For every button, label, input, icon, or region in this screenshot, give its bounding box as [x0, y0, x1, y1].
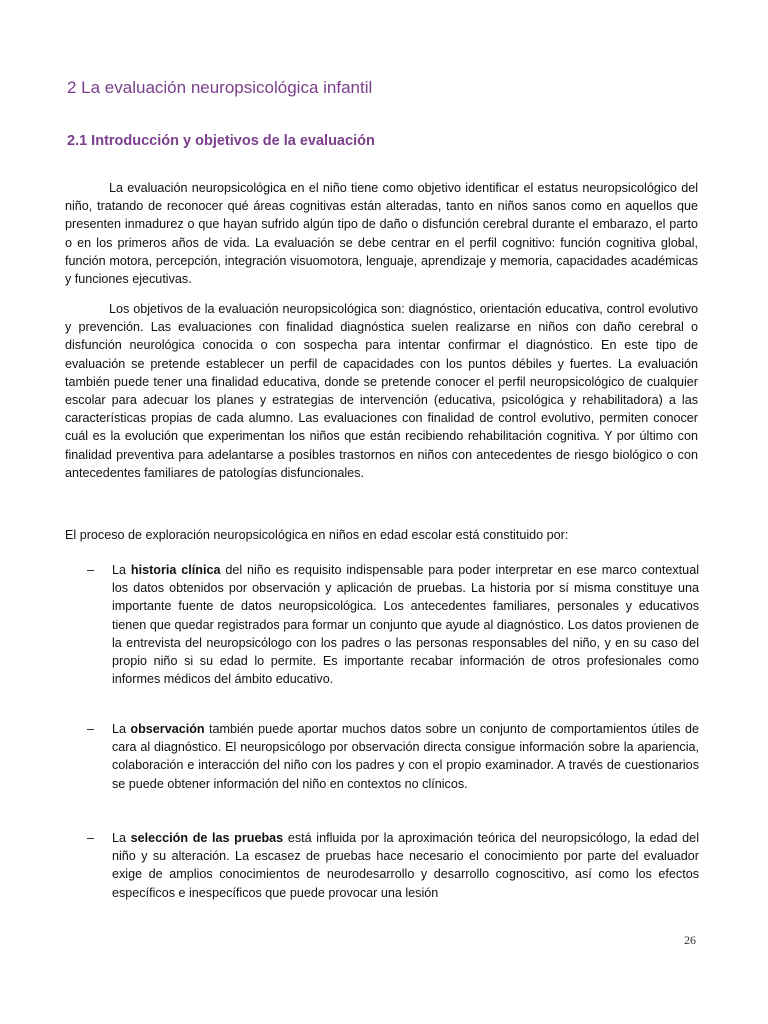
- list-dash: –: [87, 722, 95, 736]
- paragraph-process-intro: El proceso de exploración neuropsicológica en niños en edad escolar está constituido por:: [65, 528, 569, 542]
- list-item-lead: La: [112, 722, 131, 736]
- subsection-heading: 2.1 Introducción y objetivos de la evaluación: [67, 133, 375, 149]
- list-item-historia-clinica: [87, 561, 699, 688]
- list-item-bold-term: selección de las pruebas: [130, 831, 284, 845]
- section-heading: 2 La evaluación neuropsicológica infantil: [67, 78, 373, 97]
- page-number: 26: [684, 933, 696, 947]
- list-item-rest: está influida por la aproximación teórica del neuropsicólogo, la edad del niño y su alteración. La escasez de pruebas hace necesario el conocimiento por parte del evaluador exige de amplios conocimientos de neurodesarrollo y desarrollo cognoscitivo, así como los efectos específicos e inespecíficos que puede provocar una lesión: [112, 831, 699, 900]
- list-item-text: [112, 720, 699, 793]
- list-item-lead: La: [112, 563, 131, 577]
- list-item-text: [112, 561, 699, 688]
- list-item-observacion: [87, 720, 699, 793]
- list-item-bold-term: historia clínica: [130, 563, 221, 577]
- list-item-rest: también puede aportar muchos datos sobre un conjunto de comportamientos útiles de cara al diagnóstico. El neuropsicólogo por observación directa consigue información sobre la apariencia, colaboración e interacción del niño con los padres y con el propio examinador. A través de cuestionarios se puede obtener información del niño en contextos no clínicos.: [112, 722, 699, 791]
- paragraph-objectives: Los objetivos de la evaluación neuropsicológica son: diagnóstico, orientación educativa, control evolutivo y prevención. Las evaluaciones con finalidad diagnóstica suelen realizarse en niños con daño cerebral o disfunción neurológica conocida o con sospecha para intentar confirmar el diagnóstico. En este tipo de evaluación se pretende establecer un perfil de capacidades con los puntos débiles y fuertes. La evaluación también puede tener una finalidad educativa, donde se pretende conocer el perfil neuropsicológico de cualquier escolar para adecuar los planes y estrategias de intervención (educativa, psicológica y rehabilitadora) a las características propias de cada alumno. Las evaluaciones con finalidad de control evolutivo, permiten conocer cuál es la evolución que experimentan los niños que están recibiendo rehabilitación cognitiva. Y por último con finalidad preventiva para adelantarse a posibles trastornos en niños con antecedentes de riesgo biológico o con antecedentes familiares de patologías disfuncionales.: [65, 302, 698, 480]
- list-item-bold-term: observación: [130, 722, 205, 736]
- paragraph-intro: La evaluación neuropsicológica en el niño tiene como objetivo identificar el estatus neuropsicológico del niño, tratando de reconocer qué áreas cognitivas están alteradas, tanto en niños sanos como en aquellos que presenten inmadurez o que hayan sufrido algún tipo de daño o disfunción cerebral durante el embarazo, el parto o en los primeros años de vida. La evaluación se debe centrar en el perfil cognitivo: función cognitiva global, función motora, percepción, integración visuomotora, lenguaje, aprendizaje y memoria, capacidades académicas y funciones ejecutivas.: [65, 181, 698, 287]
- list-item-lead: La: [112, 831, 131, 845]
- list-item-rest: del niño es requisito indispensable para poder interpretar en ese marco contextual los datos obtenidos por observación y aplicación de pruebas. La historia por sí misma constituye una importante fuente de datos neuropsicológica. Los antecedentes familiares, personales y educativos tienen que quedar registrados para formar un conjunto que ayude al diagnóstico. Los datos provienen de la entrevista del neuropsicólogo con los padres o las personas responsables del niño, y en su caso del propio niño si su edad lo permite. Es importante recabar información de otros profesionales como informes médicos del ámbito educativo.: [112, 563, 699, 687]
- list-dash: –: [87, 563, 95, 577]
- list-item-seleccion-pruebas: [87, 829, 699, 902]
- list-dash: –: [87, 831, 95, 845]
- list-item-text: [112, 829, 699, 902]
